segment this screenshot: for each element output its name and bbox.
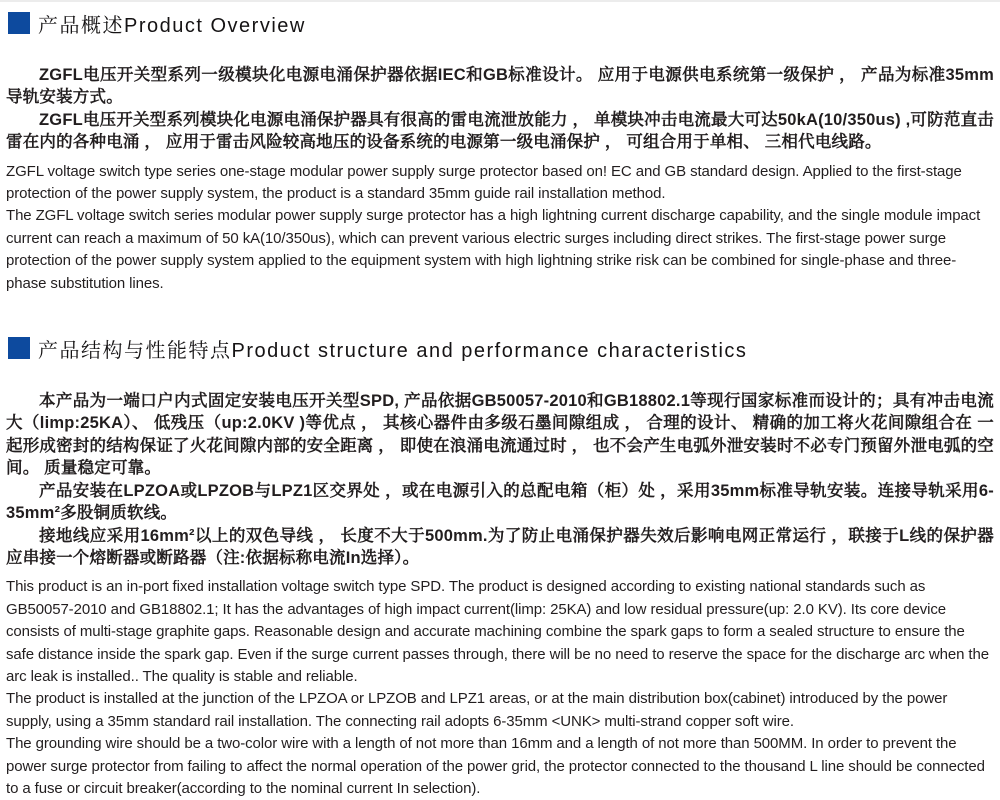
english-text-block [6, 576, 994, 800]
en-paragraph: ZGFL voltage switch type series one-stage modular power supply surge protector based on! EC and GB standard design. Applied to the first-stage protection of the power supply system, the product is a standard 35mm guide rail installation method. [6, 162, 962, 203]
chinese-text-block [6, 390, 994, 569]
section-title: 产品结构与性能特点Product structure and performance characteristics [38, 339, 748, 362]
chinese-text-block [6, 64, 994, 154]
cn-paragraph: ZGFL电压开关型系列一级模块化电源电涌保护器依据IEC和GB标准设计。 应用于电源供电系统第一级保护 ， 产品为标准35mm导轨安装方式。 [6, 66, 994, 107]
section-header [6, 333, 994, 363]
cn-paragraph: ZGFL电压开关型系列模块化电源电涌保护器具有很高的雷电流泄放能力 ， 单模块冲击电流最大可达50kA(10/350us) ,可防范直击雷在内的各种电涌 ， 应用于雷击风险较高地压的设备系统的电源第一级电涌保护 ， 可组合用于单相、 三相代电线路。 [6, 110, 994, 152]
document-content [0, 2, 1000, 800]
section-header [6, 8, 994, 38]
en-paragraph: This product is an in-port fixed installation voltage switch type SPD. The product is designed according to existing national standards such as GB50057-2010 and GB18802.1; It has the advantages of high impact current(limp: 25KA) and low residual pressure(up: 2.0 KV). Its core device consists of multi-stage graphite gaps. Reasonable design and accurate machining combine the spark gaps to form a sealed structure to ensure the safe distance inside the spark gap. Even if the surge current passes through, there will be no need to reserve the space for the discharge arc when the arc leak is installed.. The quality is stable and reliable. [6, 578, 989, 685]
cn-paragraph: 产品安装在LPZOA或LPZOB与LPZ1区交界处 ，或在电源引入的总配电箱（柜）处 ，采用35mm标准导轨安装。连接导轨采用6-35mm²多股铜质软线。 [6, 481, 994, 523]
section-product-structure [6, 333, 994, 800]
en-paragraph: The product is installed at the junction of the LPZOA or LPZOB and LPZ1 areas, or at the main distribution box(cabinet) introduced by the power supply, using a 35mm standard rail installation. The connecting rail adopts 6-35mm <UNK> multi-strand copper soft wire. [6, 690, 948, 730]
blue-square-marker-icon [8, 12, 30, 34]
cn-paragraph: 本产品为一端口户内式固定安装电压开关型SPD, 产品依据GB50057-2010和GB18802.1等现行国家标准而设计的；具有冲击电流大（limp:25KA）、 低残压（up:2.0KV )等优点 ， 其核心器件由多级石墨间隙组成 ， 合理的设计、 精确的加工将火花间隙组合在 一起形成密封的结构保证了火花间隙内部的安全距离 ， 即使在浪涌电流通过时 ， 也不会产生电弧外泄安装时不必专门预留外泄电弧的空间。 质量稳定可靠。 [6, 392, 994, 478]
en-paragraph: The grounding wire should be a two-color wire with a length of not more than 16mm and a length of not more than 500MM. In order to prevent the power surge protector from failing to affect the normal operation of the power grid, the protector connected to the thousand L line should be connected to a fuse or circuit breaker(according to the nominal current In selection). [6, 735, 985, 797]
section-title: 产品概述Product Overview [38, 14, 306, 37]
blue-square-marker-icon [8, 337, 30, 359]
section-product-overview [6, 8, 994, 295]
en-paragraph: The ZGFL voltage switch series modular power supply surge protector has a high lightning current discharge capability, and the single module impact current can reach a maximum of 50 kA(10/350us), which can prevent various electric surges including direct strikes. The first-stage power surge protection of the power supply system applied to the equipment system with high lightning strike risk can be combined for single-phase and three-phase substitution lines. [6, 207, 981, 292]
english-text-block [6, 161, 994, 295]
cn-paragraph: 接地线应采用16mm²以上的双色导线 ， 长度不大于500mm.为了防止电涌保护器失效后影响电网正常运行 ，联接于L线的保护器应串接一个熔断器或断路器（注:依据标称电流In选择）。 [6, 526, 994, 567]
